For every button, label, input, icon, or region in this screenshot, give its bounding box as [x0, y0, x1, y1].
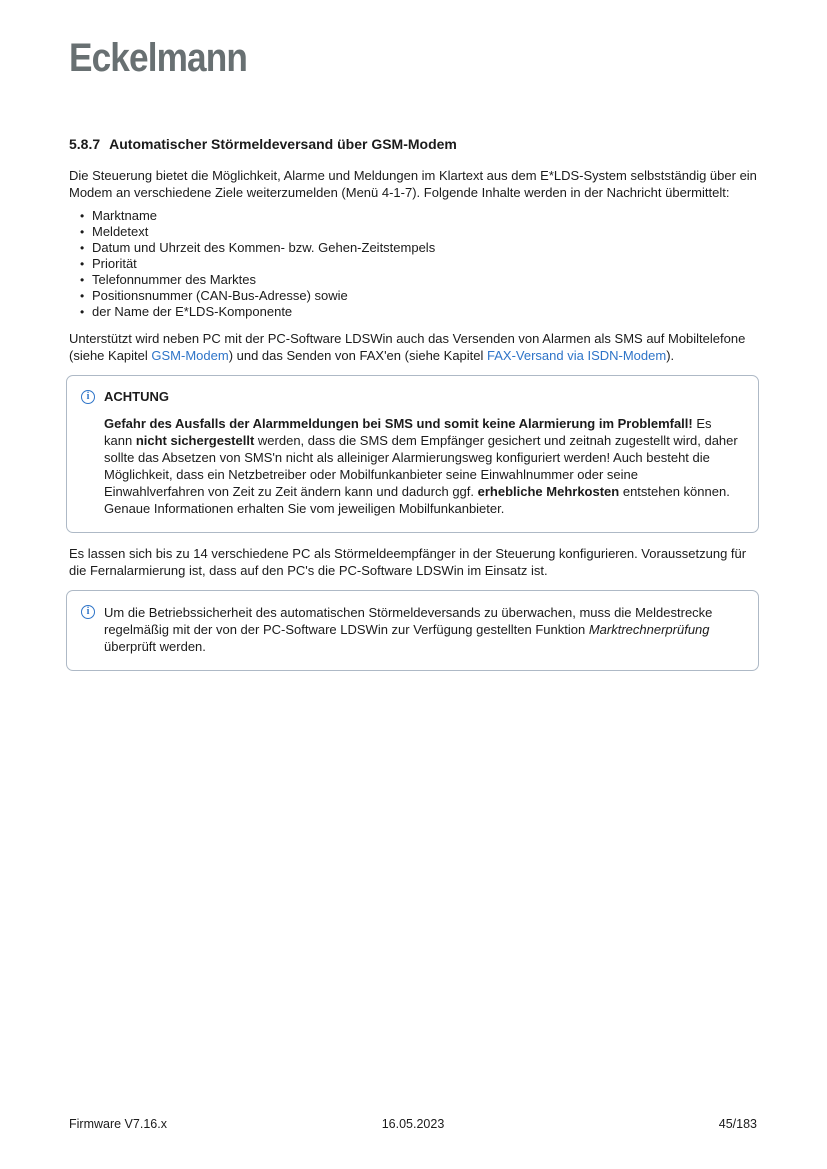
info-box [66, 590, 759, 671]
bullet-icon: • [80, 289, 85, 303]
eckelmann-logo: Eckelmann [69, 36, 247, 80]
bullet-icon: • [80, 273, 85, 287]
info-text [104, 604, 742, 655]
warning-text-run: werden, dass die SMS dem Empfänger gesichert und zeitnah zugestellt wird, daher sollte das Absetzen von SMS'n nicht als alleiniger Alarmierungsweg konfiguriert werden! Auch besteht die Möglichkeit, dass ein Netzbetreiber oder Mobilfunkanbieter seine Einwahlnummer oder seine Einwahlverfahren von Zeit zu Zeit ändern kann und dadurch ggf. [104, 433, 738, 499]
info-italic-phrase: Marktrechnerprüfung [588, 622, 710, 637]
info-box-content [95, 604, 742, 655]
info-text-run: Um die Betriebssicherheit des automatischen Störmeldeversands zu überwachen, muss die Meldestrecke regelmäßig mit der von der PC-Software LDSWin zur Verfügung gestellten Funktion [104, 605, 713, 637]
warning-bold-phrase: nicht sichergestellt [135, 433, 255, 448]
list-item [69, 256, 757, 272]
footer-page-number: 45/183 [718, 1117, 757, 1131]
list-item [69, 272, 757, 288]
list-item-text: Datum und Uhrzeit des Kommen- bzw. Gehen-Zeitstempels [92, 240, 436, 255]
warning-title: ACHTUNG [104, 389, 169, 404]
list-item-text: Telefonnummer des Marktes [92, 272, 257, 287]
list-item-text: Positionsnummer (CAN-Bus-Adresse) sowie [92, 288, 348, 303]
section-title: Automatischer Störmeldeversand über GSM-Modem [109, 136, 457, 152]
warning-text [104, 415, 742, 517]
info-icon: i [81, 390, 95, 404]
bullet-icon: • [80, 241, 85, 255]
list-item-text: Priorität [92, 256, 137, 271]
warning-bold-phrase: erhebliche Mehrkosten [477, 484, 620, 499]
list-item [69, 288, 757, 304]
page-footer [69, 1117, 757, 1132]
warning-text-run: entstehen können. Genaue Informationen erhalten Sie vom jeweiligen Mobilfunkanbieter. [104, 484, 730, 516]
bullet-list [69, 208, 757, 320]
list-item-text: Marktname [92, 208, 158, 223]
bullet-icon: • [80, 209, 85, 223]
list-item-text: Meldetext [92, 224, 149, 239]
warning-text-run: Es kann [104, 416, 712, 448]
list-item [69, 240, 757, 256]
paragraph-support [69, 331, 757, 364]
list-item-text: der Name der E*LDS-Komponente [92, 304, 293, 319]
list-item [69, 224, 757, 240]
section-heading [69, 136, 757, 153]
paragraph-support-text: Unterstützt wird neben PC mit der PC-Software LDSWin auch das Versenden von Alarmen als SMS auf Mobiltelefone (siehe Kapitel [69, 331, 746, 363]
warning-bold-lead: Gefahr des Ausfalls der Alarmmeldungen bei SMS und somit keine Alarmierung im Problemfall! [104, 416, 693, 431]
info-icon: i [81, 605, 95, 619]
link-gsm-modem[interactable]: GSM-Modem [151, 347, 229, 363]
bullet-icon: • [80, 257, 85, 271]
warning-box [66, 375, 759, 533]
link-fax-versand-isdn-modem[interactable]: FAX-Versand via ISDN-Modem [487, 347, 667, 363]
footer-date: 16.05.2023 [381, 1117, 445, 1131]
warning-box-content [95, 389, 742, 517]
bullet-icon: • [80, 225, 85, 239]
paragraph-config: Es lassen sich bis zu 14 verschiedene PC als Störmeldeempfänger in der Steuerung konfigurieren. Voraussetzung für die Fernalarmierung ist, dass auf den PC's die PC-Software LDSWin im Einsatz ist. [69, 546, 747, 578]
bullet-icon: • [80, 305, 85, 319]
footer-firmware-version: Firmware V7.16.x [69, 1117, 167, 1131]
paragraph-support-text: ). [666, 347, 675, 363]
list-item [69, 304, 757, 320]
list-item [69, 208, 757, 224]
paragraph-support-text: ) und das Senden von FAX'en (siehe Kapitel [228, 347, 488, 363]
paragraph-intro: Die Steuerung bietet die Möglichkeit, Alarme und Meldungen im Klartext aus dem E*LDS-System selbstständig über ein Modem an verschiedene Ziele weiterzumelden (Menü 4-1-7). Folgende Inhalte werden in der Nachricht übermittelt: [69, 168, 757, 200]
section-number: 5.8.7 [69, 136, 101, 152]
info-text-run: überprüft werden. [104, 639, 206, 654]
